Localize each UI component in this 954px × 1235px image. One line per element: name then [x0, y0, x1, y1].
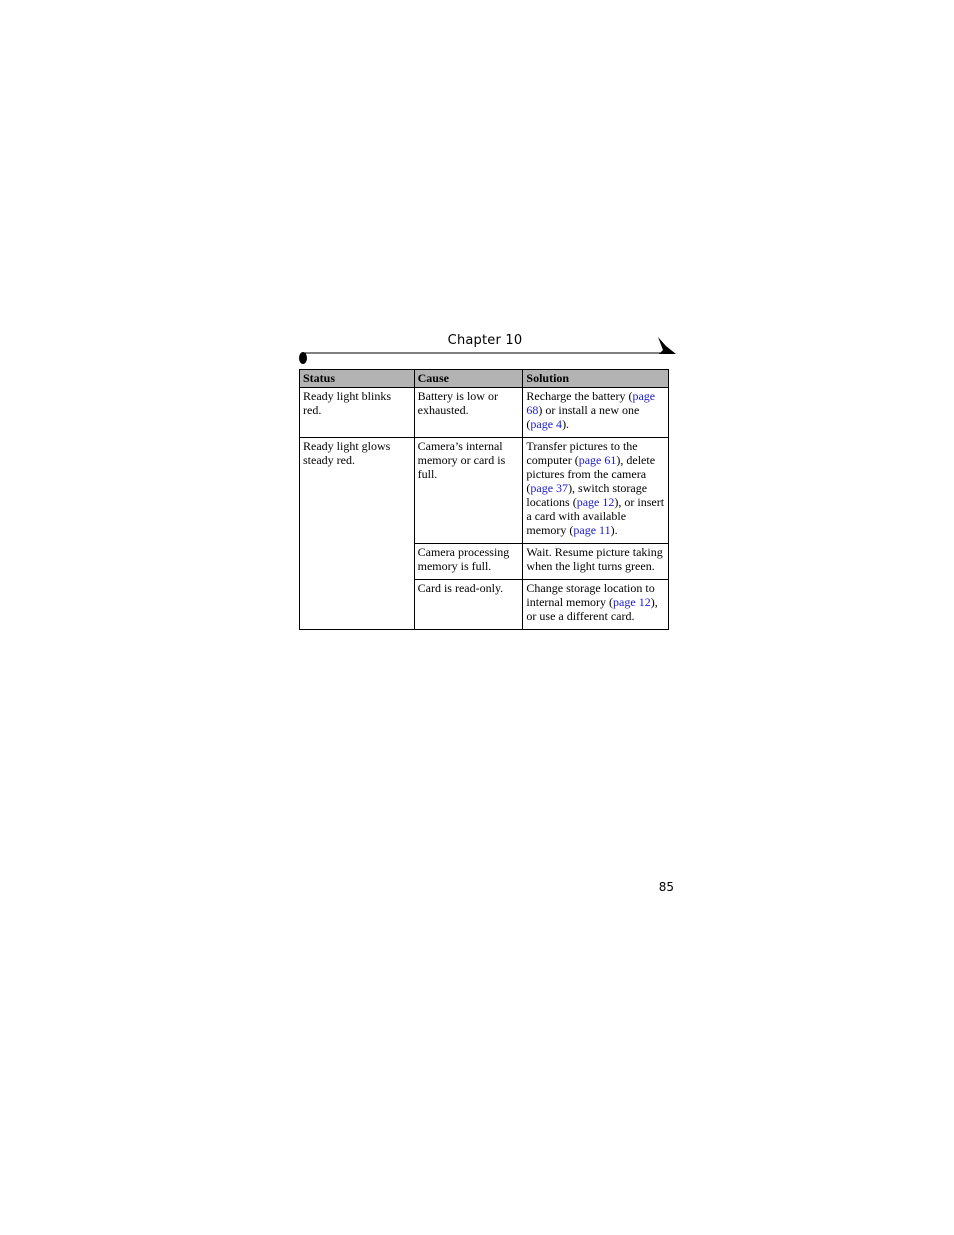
page-link[interactable]: page 12 [576, 495, 615, 509]
table-header-row [300, 370, 669, 388]
column-header-cause: Cause [414, 370, 523, 388]
page-link[interactable]: page 61 [578, 453, 617, 467]
solution-text: ). [562, 417, 570, 431]
solution-cell [523, 438, 669, 544]
solution-text: ). [610, 523, 618, 537]
troubleshooting-table [299, 369, 669, 630]
bullet-dot-icon [299, 352, 307, 364]
solution-cell [523, 580, 669, 630]
page-number: 85 [658, 880, 674, 894]
solution-text: Recharge the battery ( [526, 389, 633, 403]
page-link[interactable]: page 37 [530, 481, 569, 495]
cause-cell: Battery is low or exhausted. [414, 388, 523, 438]
column-header-solution: Solution [523, 370, 669, 388]
page-link[interactable]: page 11 [573, 523, 611, 537]
column-header-status: Status [300, 370, 415, 388]
status-cell: Ready light blinks red. [300, 388, 415, 438]
cause-cell: Card is read-only. [414, 580, 523, 630]
cause-cell: Camera processing memory is full. [414, 544, 523, 580]
page-corner-arrow-icon [658, 337, 676, 354]
solution-cell: Wait. Resume picture taking when the light turns green. [523, 544, 669, 580]
page-link[interactable]: page 12 [613, 595, 651, 609]
solution-cell [523, 388, 669, 438]
solution-text: Change storage location to internal memory ( [526, 581, 655, 609]
chapter-title: Chapter 10 [447, 333, 523, 348]
cause-cell: Camera’s internal memory or card is full. [414, 438, 523, 544]
solution-text: ) or install a new one ( [526, 403, 640, 431]
page-link[interactable]: page 4 [530, 417, 563, 431]
solution-text: ), or use a different card. [526, 595, 658, 623]
table-row [300, 438, 669, 544]
solution-text: ), delete pictures from the camera ( [526, 453, 656, 495]
status-cell: Ready light glows steady red. [300, 438, 415, 630]
solution-text: ), or insert a card with available memory ( [526, 495, 665, 537]
solution-text: ), switch storage locations ( [526, 481, 648, 509]
table-row [300, 388, 669, 438]
chapter-header-rule [298, 334, 678, 368]
solution-text: Transfer pictures to the computer ( [526, 439, 638, 467]
page-link[interactable]: page 68 [526, 389, 656, 417]
